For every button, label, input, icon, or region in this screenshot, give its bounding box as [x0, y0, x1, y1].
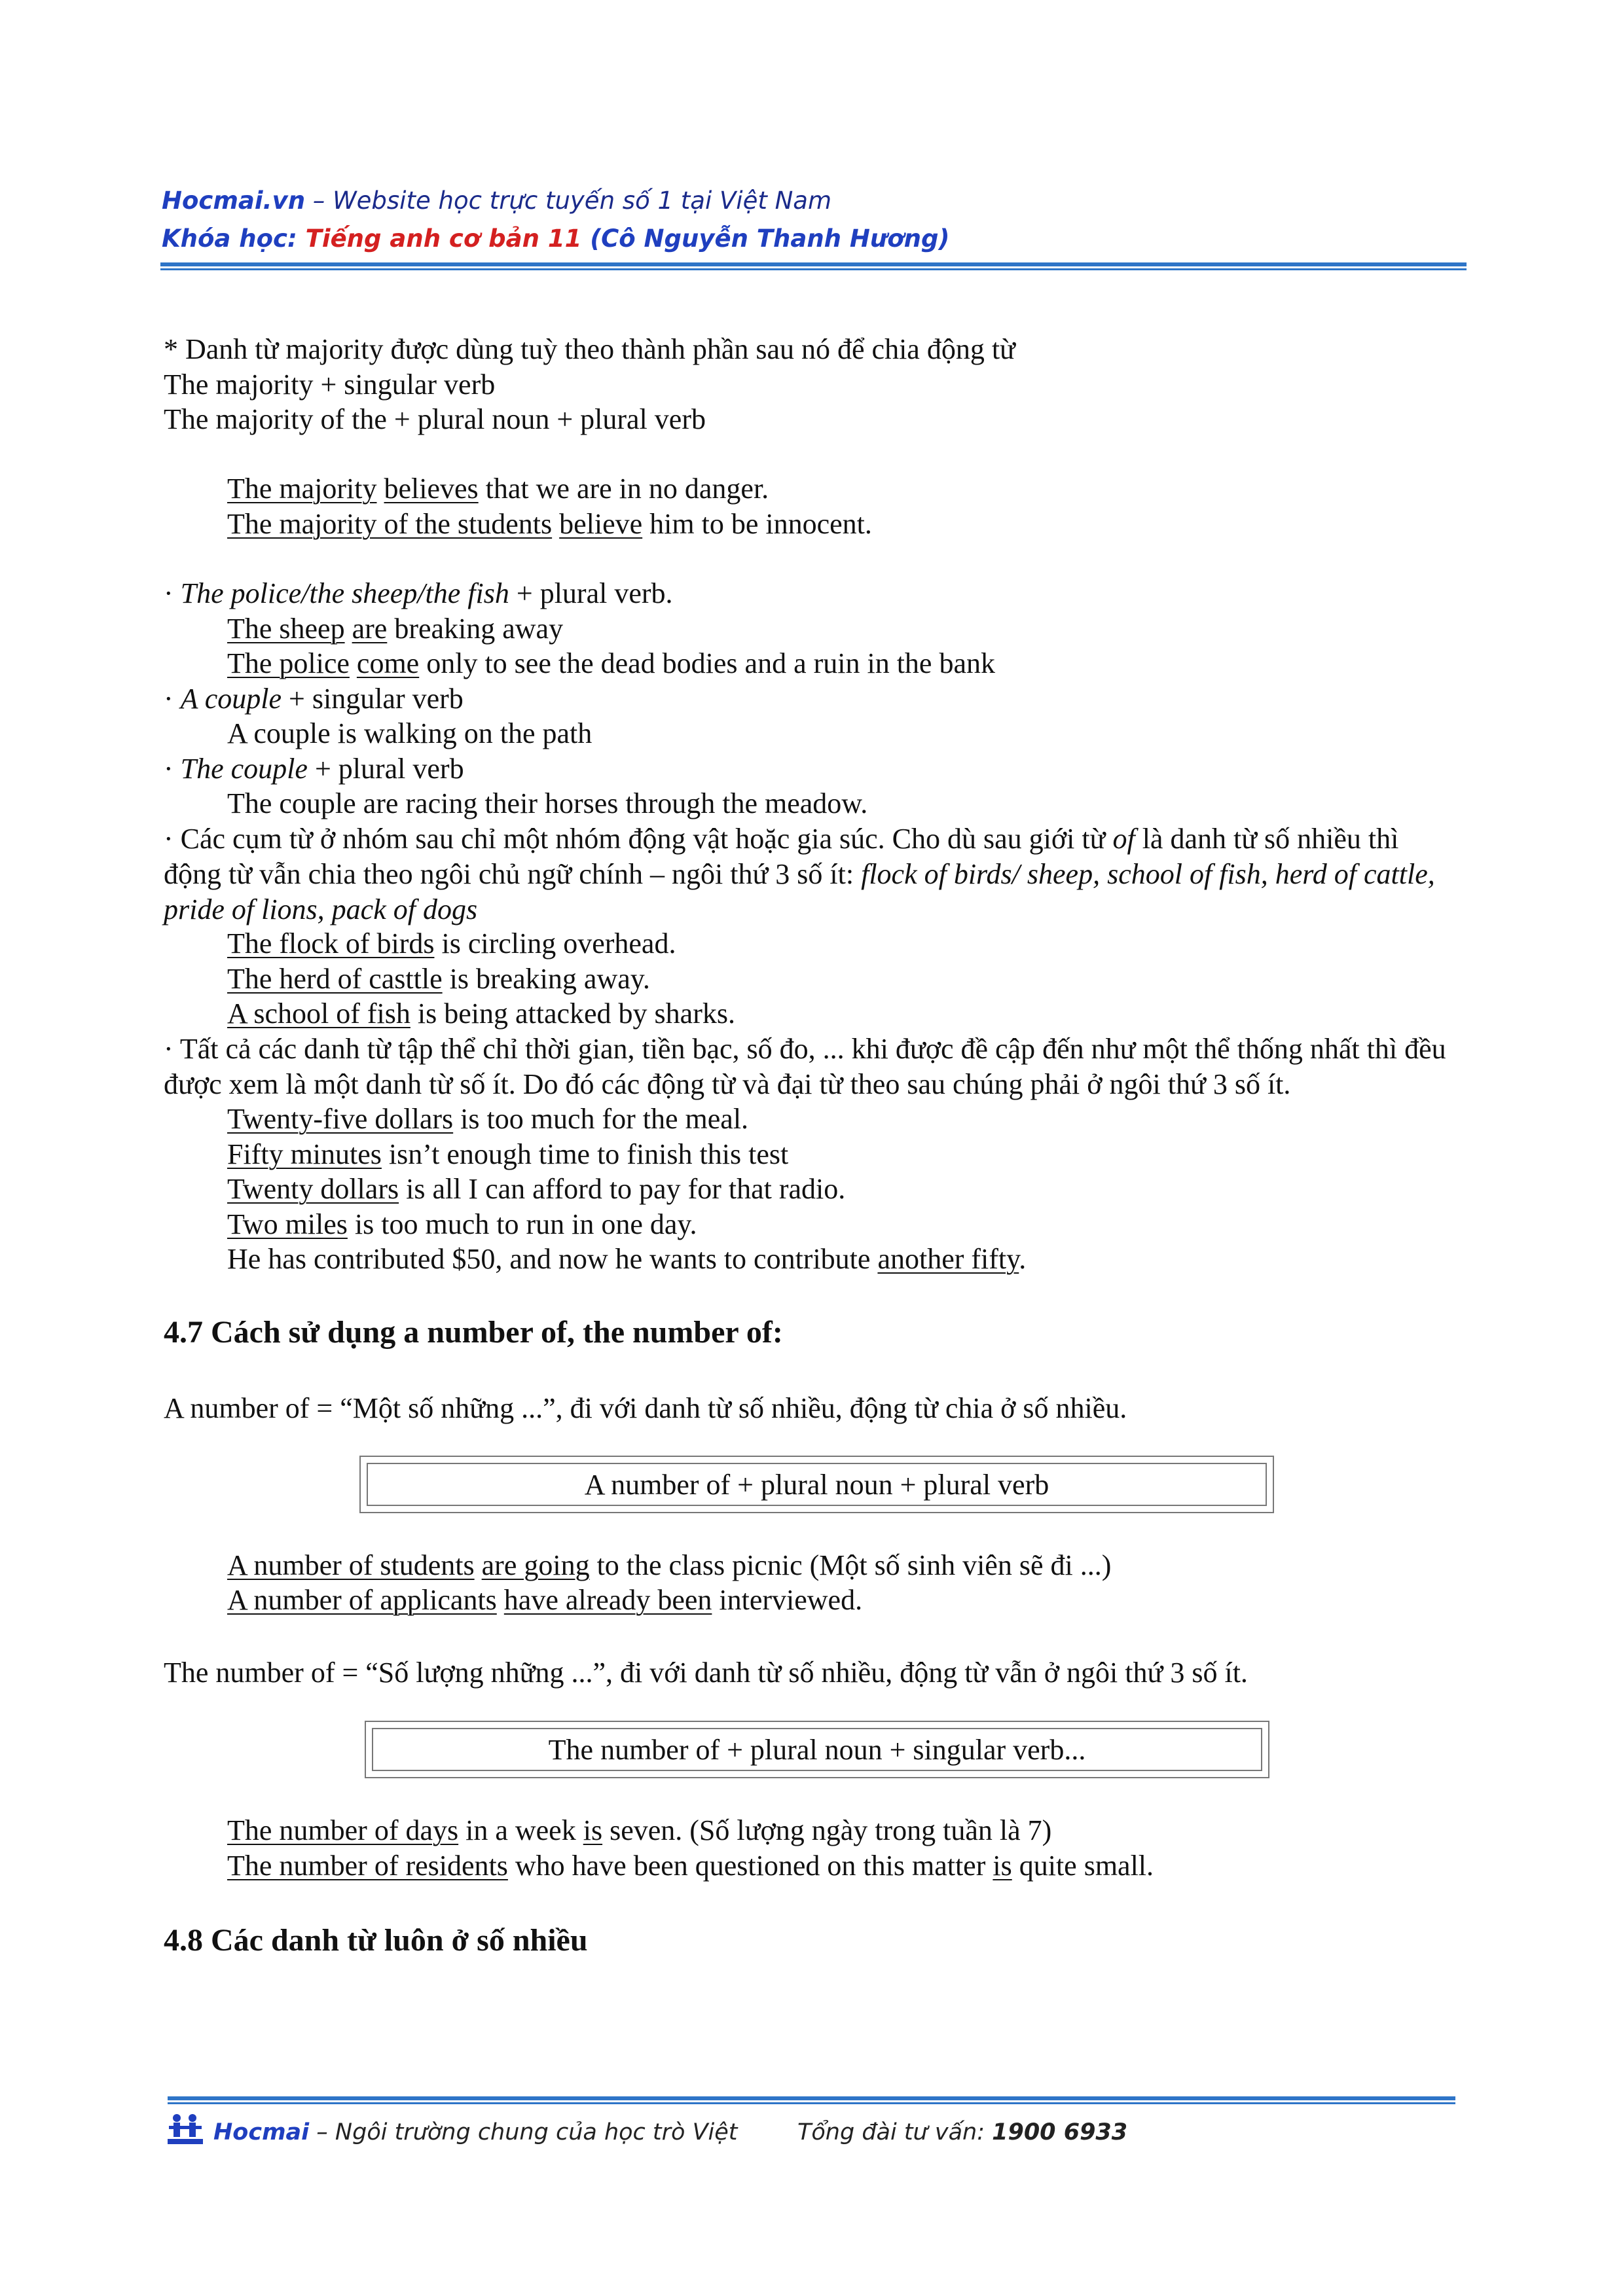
majority-intro: * Danh từ majority được dùng tuỳ theo thành phần sau nó để chia động từ	[164, 333, 1015, 365]
police-example-2: The police come only to see the dead bodies and a ruin in the bank	[227, 647, 995, 679]
example-verb: believes	[384, 473, 479, 505]
formula-the-number-of: The number of + plural noun + singular verb...	[372, 1728, 1262, 1771]
the-couple-rule: · The couple + plural verb	[164, 753, 464, 785]
hocmai-logo-icon	[166, 2113, 204, 2147]
collective-example-3: Twenty dollars is all I can afford to pay for that radio.	[227, 1173, 846, 1205]
majority-rule-1: The majority + singular verb	[164, 368, 496, 401]
the-number-of-example-1: The number of days in a week is seven. (Số lượng ngày trong tuần là 7)	[227, 1814, 1052, 1846]
header-rule	[160, 262, 1467, 266]
the-couple-example: The couple are racing their horses through the meadow.	[227, 787, 868, 819]
header-course-line	[162, 224, 949, 253]
example-verb: believe	[559, 508, 643, 540]
groups-example-1: The flock of birds is circling overhead.	[227, 927, 676, 960]
the-number-of-definition: The number of = “Số lượng những ...”, đi với danh từ số nhiều, động từ vẫn ở ngôi thứ 3 số ít.	[164, 1657, 1248, 1689]
collective-example-1: Twenty-five dollars is too much for the meal.	[227, 1103, 749, 1135]
formula-box-the-number-of	[365, 1721, 1269, 1778]
collective-example-5: He has contributed $50, and now he wants to contribute another fifty.	[227, 1243, 1027, 1275]
a-number-of-example-2: A number of applicants have already been interviewed.	[227, 1584, 863, 1616]
footer-rule-thin	[168, 2102, 1455, 2104]
formula-box-a-number-of	[359, 1456, 1274, 1513]
footer-hotline-number[interactable]: 1900 6933	[992, 2119, 1128, 2145]
header-site-name[interactable]: Hocmai.vn	[162, 187, 306, 215]
groups-example-2: The herd of casttle is breaking away.	[227, 963, 650, 995]
section-4-7-heading: 4.7 Cách sử dụng a number of, the number of:	[164, 1315, 783, 1350]
a-number-of-example-1: A number of students are going to the class picnic (Một số sinh viên sẽ đi ...)	[227, 1549, 1112, 1581]
footer-hotline	[797, 2119, 1127, 2145]
footer-slogan: – Ngôi trường chung của học trò Việt	[309, 2119, 738, 2145]
collective-example-2: Fifty minutes isn’t enough time to finish this test	[227, 1138, 789, 1170]
header-site-line	[162, 187, 831, 215]
collective-paragraph: · Tất cả các danh từ tập thể chỉ thời gian, tiền bạc, số đo, ... khi được đề cập đến như một thể thống nhất thì đều được xem là một danh từ số ít. Do đó các động từ và đại từ theo sau chúng phải ở ngôi thứ 3 số ít.	[164, 1033, 1446, 1100]
police-rule: · The police/the sheep/the fish + plural verb.	[164, 577, 673, 609]
header-rule-thin	[160, 268, 1467, 270]
a-couple-example: A couple is walking on the path	[227, 717, 593, 749]
majority-example-1: The majority believes that we are in no danger.	[227, 473, 769, 505]
formula-a-number-of: A number of + plural noun + plural verb	[367, 1463, 1267, 1506]
the-number-of-example-2: The number of residents who have been questioned on this matter is quite small.	[227, 1850, 1154, 1882]
a-number-of-definition: A number of = “Một số những ...”, đi với danh từ số nhiều, động từ chia ở số nhiều.	[164, 1392, 1127, 1424]
header-site-tagline: – Website học trực tuyến số 1 tại Việt Nam	[305, 187, 832, 215]
majority-rule-2: The majority of the + plural noun + plural verb	[164, 403, 706, 435]
collective-example-4: Two miles is too much to run in one day.	[227, 1208, 697, 1240]
header-course-label: Khóa học:	[162, 224, 306, 253]
footer-brand: Hocmai	[213, 2119, 310, 2145]
footer-hotline-label: Tổng đài tư vấn:	[797, 2119, 993, 2145]
footer-brand-line	[213, 2119, 738, 2145]
majority-example-2: The majority of the students believe him to be innocent.	[227, 508, 872, 540]
header-course-name: Tiếng anh cơ bản 11	[305, 224, 582, 253]
section-4-8-heading: 4.8 Các danh từ luôn ở số nhiều	[164, 1923, 588, 1958]
groups-paragraph: · Các cụm từ ở nhóm sau chỉ một nhóm động vật hoặc gia súc. Cho dù sau giới từ of là danh từ số nhiều thì động từ vẫn chia theo ngôi chủ ngữ chính – ngôi thứ 3 số ít: flock of birds/ sheep, school of fish, herd of cattle, pride of lions, pack of dogs	[164, 823, 1435, 925]
header-teacher: (Cô Nguyễn Thanh Hương)	[581, 224, 950, 253]
example-subject: The majority	[227, 473, 377, 505]
a-couple-rule: · A couple + singular verb	[164, 683, 464, 715]
footer-rule	[168, 2096, 1455, 2100]
example-subject: The majority of the students	[227, 508, 553, 540]
police-example-1: The sheep are breaking away	[227, 613, 564, 645]
groups-example-3: A school of fish is being attacked by sharks.	[227, 997, 735, 1030]
